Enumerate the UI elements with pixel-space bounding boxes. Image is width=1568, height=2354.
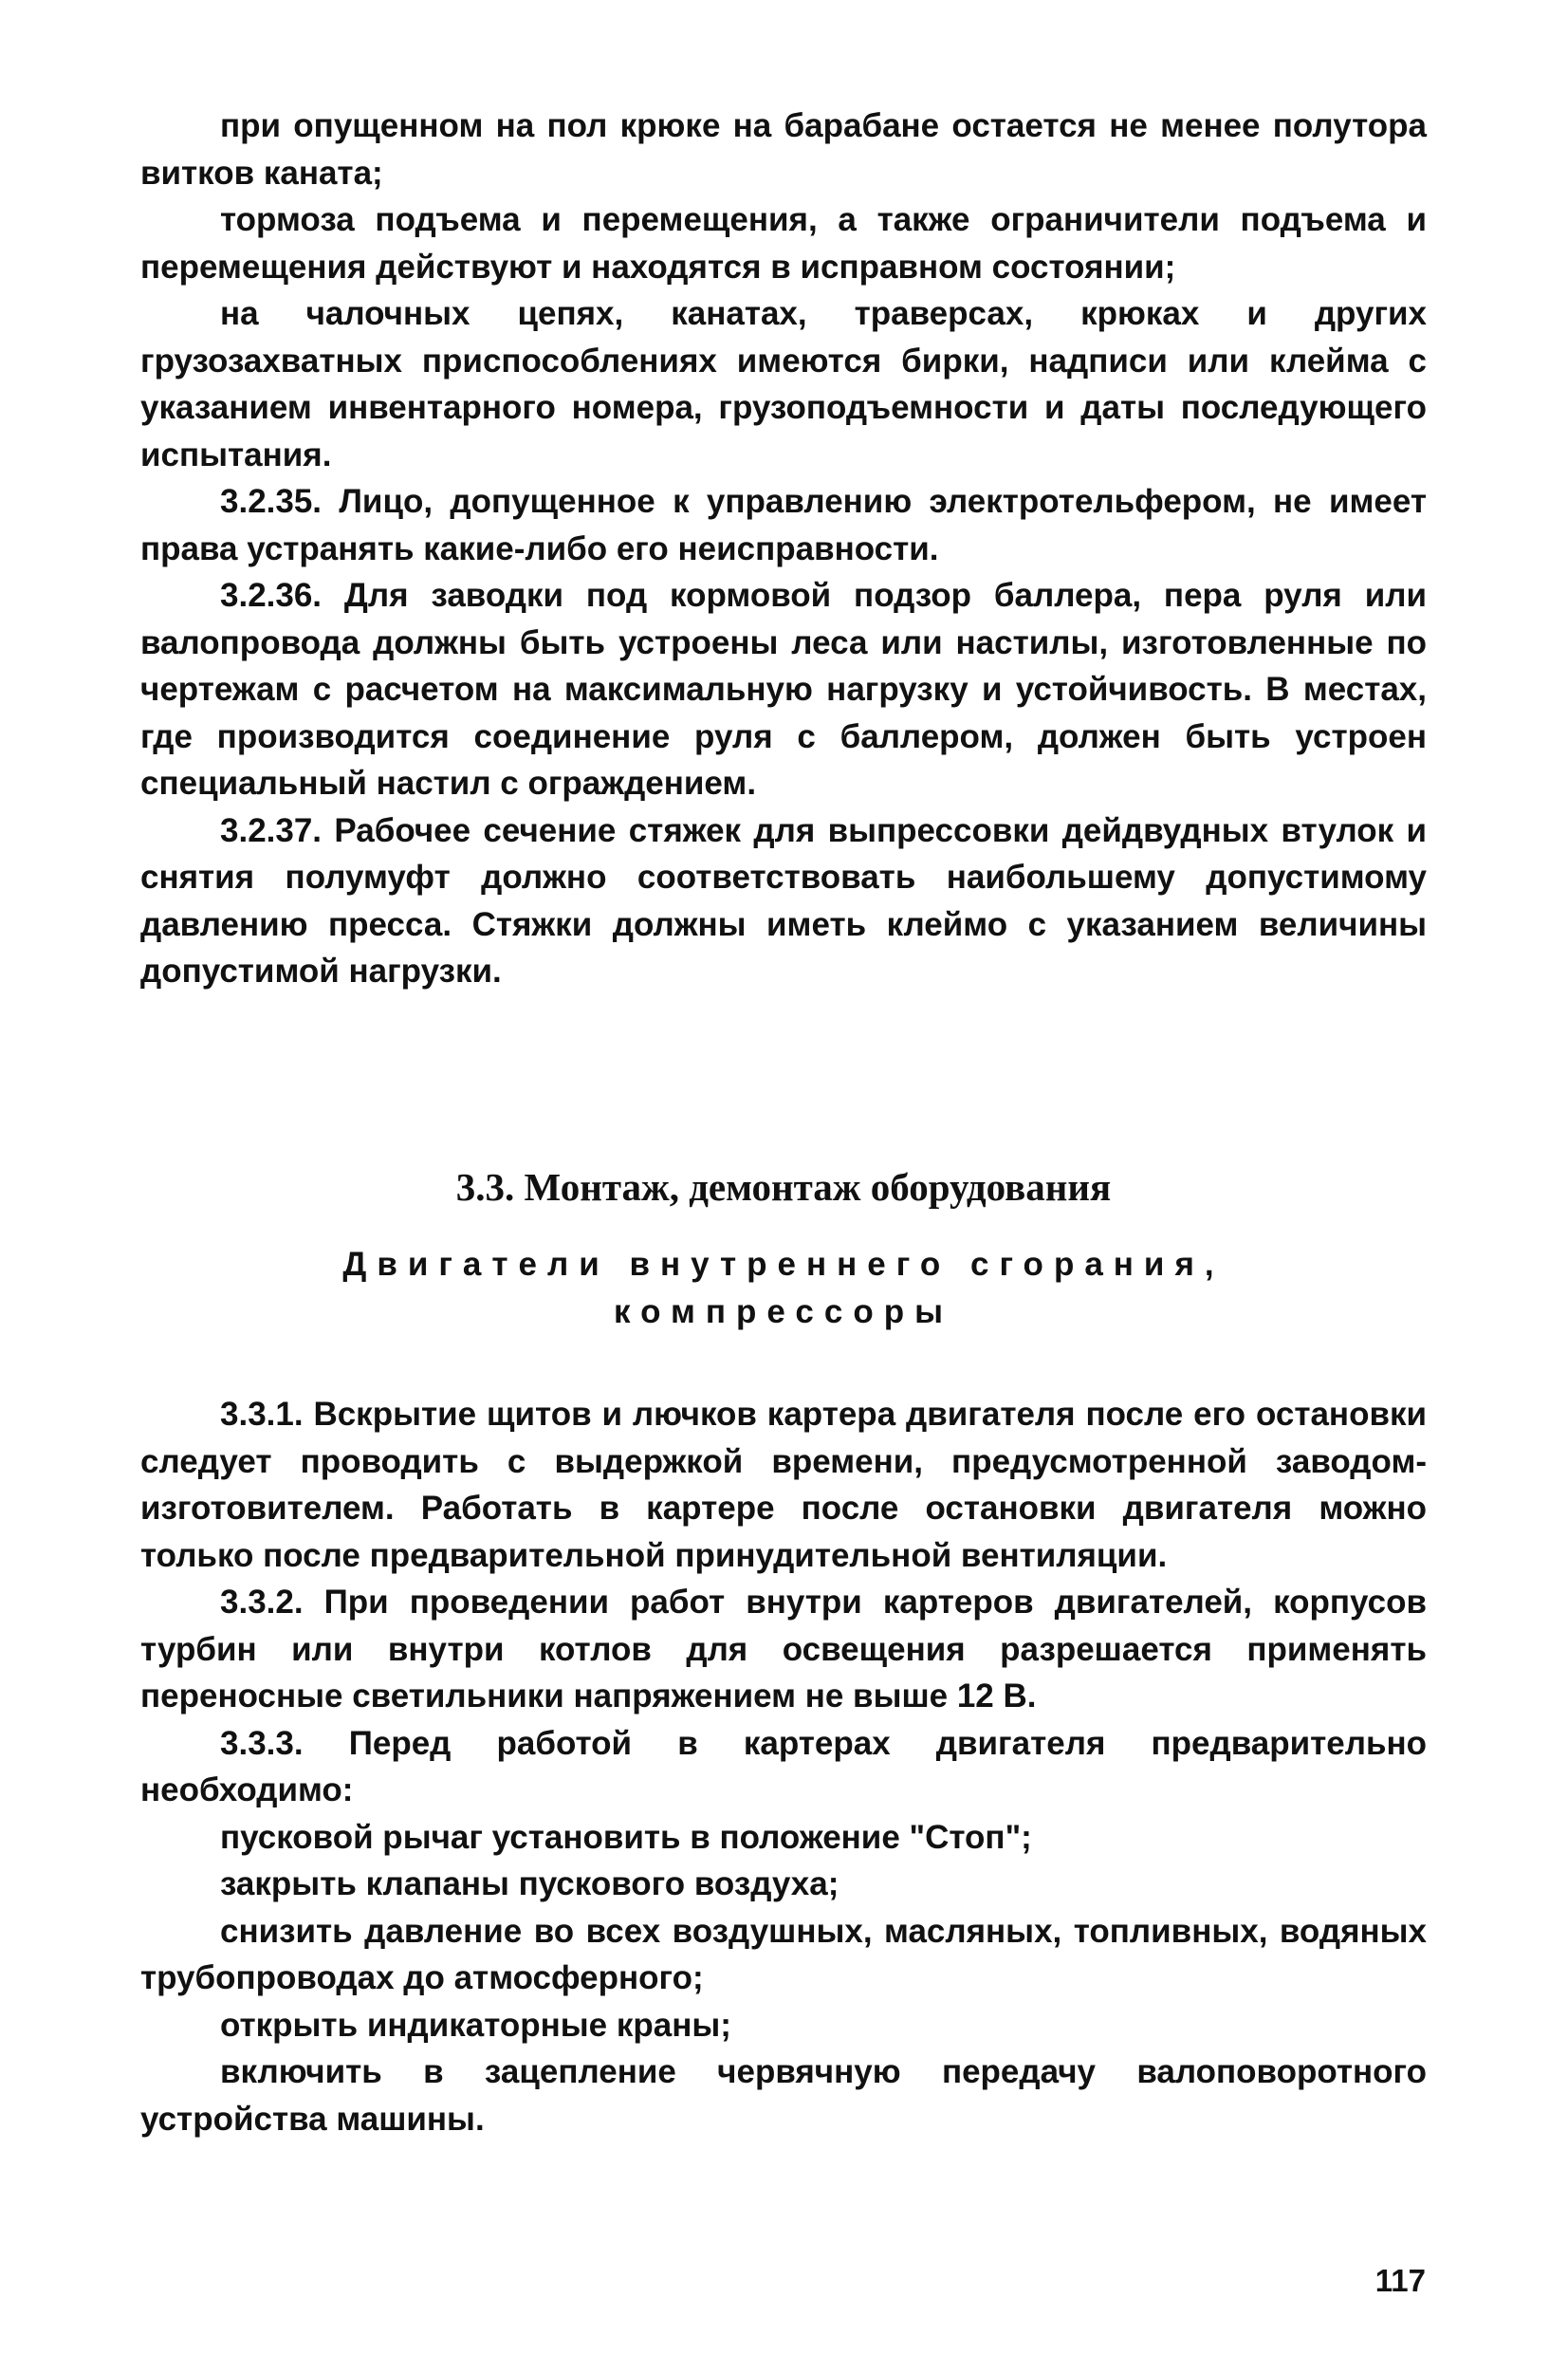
subsection-heading-line: Двигатели внутреннего сгорания,: [342, 1246, 1225, 1283]
subsection-heading: [140, 1241, 1427, 1336]
paragraph: 3.2.35. Лицо, допущенное к управлению электротельфером, не имеет права устранять какие-либо его неисправности.: [140, 483, 1427, 567]
paragraph: 3.3.2. При проведении работ внутри картеров двигателей, корпусов турбин или внутри котлов для освещения разрешается применять переносные светильники напряжением не выше 12 В.: [140, 1584, 1427, 1715]
paragraph: включить в зацепление червячную передачу валоповоротного устройства машины.: [140, 2053, 1427, 2138]
body-text-bottom: [140, 1391, 1427, 2142]
page-number: 117: [1374, 2263, 1426, 2298]
body-text-top: [140, 102, 1427, 995]
paragraph: при опущенном на пол крюке на барабане остается не менее полутора витков каната;: [140, 107, 1427, 192]
paragraph: 3.2.37. Рабочее сечение стяжек для выпрессовки дейдвудных втулок и снятия полумуфт должно соответствовать наибольшему допустимому давлению пресса. Стяжки должны иметь клеймо с указанием величины допустимой нагрузки.: [140, 811, 1427, 990]
paragraph: пусковой рычаг установить в положение "Стоп";: [220, 1818, 1032, 1856]
paragraph: снизить давление во всех воздушных, масляных, топливных, водяных трубопроводах до атмосферного;: [140, 1912, 1427, 1996]
paragraph: 3.2.36. Для заводки под кормовой подзор баллера, пера руля или валопровода должны быть устроены леса или настилы, изготовленные по чертежам с расчетом на максимальную нагрузку и устойчивость. В местах, где производится соединение руля с баллером, должен быть устроен специальный настил с ограждением.: [140, 577, 1427, 802]
paragraph: закрыть клапаны пускового воздуха;: [220, 1865, 839, 1902]
section-heading: 3.3. Монтаж, демонтаж оборудования: [455, 1165, 1112, 1209]
paragraph: открыть индикаторные краны;: [220, 2006, 731, 2044]
paragraph: 3.3.1. Вскрытие щитов и лючков картера двигателя после его остановки следует проводить с выдержкой времени, предусмотренной заводом-изготовителем. Работать в картере после остановки двигателя можно только после предварительной принудительной вентиляции.: [140, 1396, 1427, 1574]
paragraph: 3.3.3. Перед работой в картерах двигателя предварительно необходимо:: [140, 1724, 1427, 1808]
paragraph: на чалочных цепях, канатах, траверсах, крюках и других грузозахватных приспособлениях имеются бирки, надписи или клейма с указанием инвентарного номера, грузоподъемности и даты последующего испытания.: [140, 295, 1427, 473]
paragraph: тормоза подъема и перемещения, а также ограничители подъема и перемещения действуют и находятся в исправном состоянии;: [140, 201, 1427, 286]
subsection-heading-line: компрессоры: [614, 1293, 953, 1330]
